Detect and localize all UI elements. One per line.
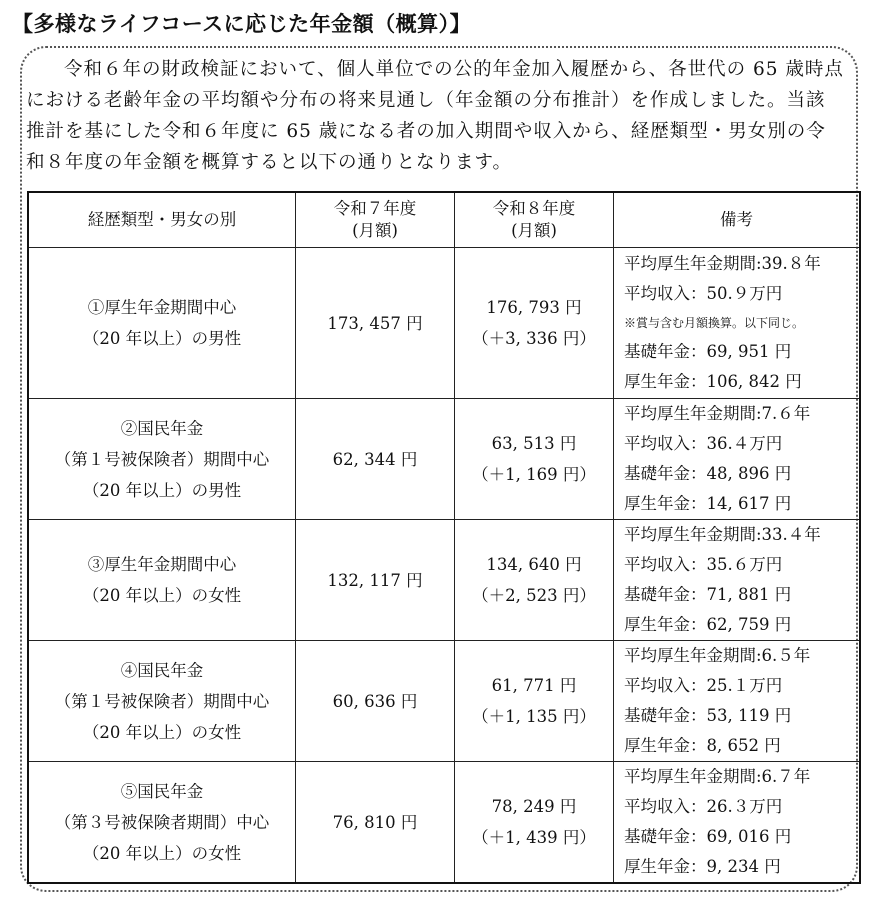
category-line: ⑤国民年金 — [120, 781, 204, 801]
note-line: 厚生年金：62, 759 円 — [624, 615, 792, 634]
category-line: （20 年以上）の女性 — [82, 722, 242, 742]
category-line: （20 年以上）の女性 — [82, 586, 242, 605]
header-r8-line1: 令和８年度 — [492, 199, 576, 218]
category-line: （20 年以上）の男性 — [82, 329, 242, 348]
note-line: 厚生年金：8, 652 円 — [624, 736, 781, 755]
r8-amount — [455, 641, 614, 762]
note-line: 平均収入：26.３万円 — [624, 797, 783, 816]
notes-cell — [614, 641, 861, 762]
category-cell — [28, 762, 296, 884]
category-line: （20 年以上）の男性 — [82, 480, 242, 500]
r8-change: （＋2, 523 円） — [472, 586, 596, 605]
section-heading: 【多様なライフコースに応じた年金額（概算）】 — [12, 12, 472, 36]
header-category: 経歴類型・男女の別 — [28, 192, 296, 248]
intro-paragraph: 令和６年の財政検証において、個人単位での公的年金加入履歴から、各世代の 65 歳時点における老齢年金の平均額や分布の将来見通し（年金額の分布推計）を作成しました。当該推計を基にした令和６年度に 65 歳になる者の加入期間や収入から、経歴類型・男女別の令和８年度の年金額を概算すると以下の通りとなります。 — [26, 59, 844, 173]
note-line: 厚生年金：14, 617 円 — [624, 494, 792, 513]
notes-cell — [614, 399, 861, 520]
notes-cell — [614, 248, 861, 399]
note-line: 平均厚生年金期間:6.５年 — [624, 646, 811, 665]
category-cell — [28, 399, 296, 520]
r8-amount — [455, 248, 614, 399]
category-line: （第１号被保険者）期間中心 — [54, 449, 270, 469]
r8-value: 63, 513 円 — [491, 434, 577, 453]
r8-amount — [455, 399, 614, 520]
category-line: （20 年以上）の女性 — [82, 843, 242, 863]
r7-value: 62, 344 円 — [332, 449, 418, 469]
header-r7-line1: 令和７年度 — [333, 199, 417, 218]
note-line: 平均収入：36.４万円 — [624, 434, 783, 453]
notes-cell — [614, 520, 861, 641]
r7-amount — [296, 641, 455, 762]
table-row — [28, 248, 860, 399]
header-r7-line2: (月額) — [352, 221, 398, 240]
note-line: 基礎年金：69, 951 円 — [624, 342, 792, 361]
category-line: ③厚生年金期間中心 — [87, 555, 237, 574]
table-row — [28, 399, 860, 520]
note-line: 平均厚生年金期間:7.６年 — [624, 404, 811, 423]
notes-cell — [614, 762, 861, 884]
r7-value: 60, 636 円 — [332, 691, 418, 711]
note-line: 厚生年金：106, 842 円 — [624, 372, 802, 391]
note-line: 平均厚生年金期間:6.７年 — [624, 767, 811, 786]
note-line: 基礎年金：69, 016 円 — [624, 827, 792, 846]
note-line: 厚生年金：9, 234 円 — [624, 857, 781, 876]
table-row — [28, 762, 860, 884]
r7-amount — [296, 520, 455, 641]
table-header-row — [28, 192, 860, 248]
note-line: 平均収入：25.１万円 — [624, 676, 783, 695]
category-line: ①厚生年金期間中心 — [87, 298, 237, 317]
note-line: 平均厚生年金期間:39.８年 — [624, 254, 821, 273]
r7-value: 173, 457 円 — [327, 313, 423, 333]
category-cell — [28, 641, 296, 762]
r7-amount — [296, 399, 455, 520]
r8-value: 78, 249 円 — [491, 797, 577, 816]
note-line: 基礎年金：71, 881 円 — [624, 585, 792, 604]
header-notes: 備考 — [614, 192, 861, 248]
r7-amount — [296, 762, 455, 884]
category-line: ②国民年金 — [120, 418, 204, 438]
category-cell — [28, 248, 296, 399]
r8-change: （＋1, 135 円） — [472, 707, 596, 726]
r8-change: （＋1, 169 円） — [472, 465, 596, 484]
pension-table — [27, 191, 861, 884]
r8-value: 61, 771 円 — [491, 676, 577, 695]
r7-value: 76, 810 円 — [332, 812, 418, 832]
r7-value: 132, 117 円 — [327, 570, 423, 590]
category-line: （第３号被保険者期間）中心 — [54, 812, 270, 832]
note-line: 平均収入：35.６万円 — [624, 555, 783, 574]
table-row — [28, 520, 860, 641]
note-line: 平均厚生年金期間:33.４年 — [624, 525, 821, 544]
note-line: 基礎年金：53, 119 円 — [624, 706, 792, 725]
r8-amount — [455, 520, 614, 641]
category-line: ④国民年金 — [120, 660, 204, 680]
r8-amount — [455, 762, 614, 884]
category-cell — [28, 520, 296, 641]
header-r7 — [296, 192, 455, 248]
note-footnote: ※賞与含む月額換算。以下同じ。 — [624, 316, 805, 330]
category-line: （第１号被保険者）期間中心 — [54, 691, 270, 711]
r8-change: （＋3, 336 円） — [472, 329, 596, 348]
note-line: 平均収入：50.９万円 — [624, 284, 783, 303]
table-row — [28, 641, 860, 762]
header-r8-line2: (月額) — [511, 221, 557, 240]
r8-change: （＋1, 439 円） — [472, 828, 596, 847]
r7-amount — [296, 248, 455, 399]
header-r8 — [455, 192, 614, 248]
r8-value: 134, 640 円 — [486, 555, 582, 574]
note-line: 基礎年金：48, 896 円 — [624, 464, 792, 483]
r8-value: 176, 793 円 — [486, 298, 582, 317]
